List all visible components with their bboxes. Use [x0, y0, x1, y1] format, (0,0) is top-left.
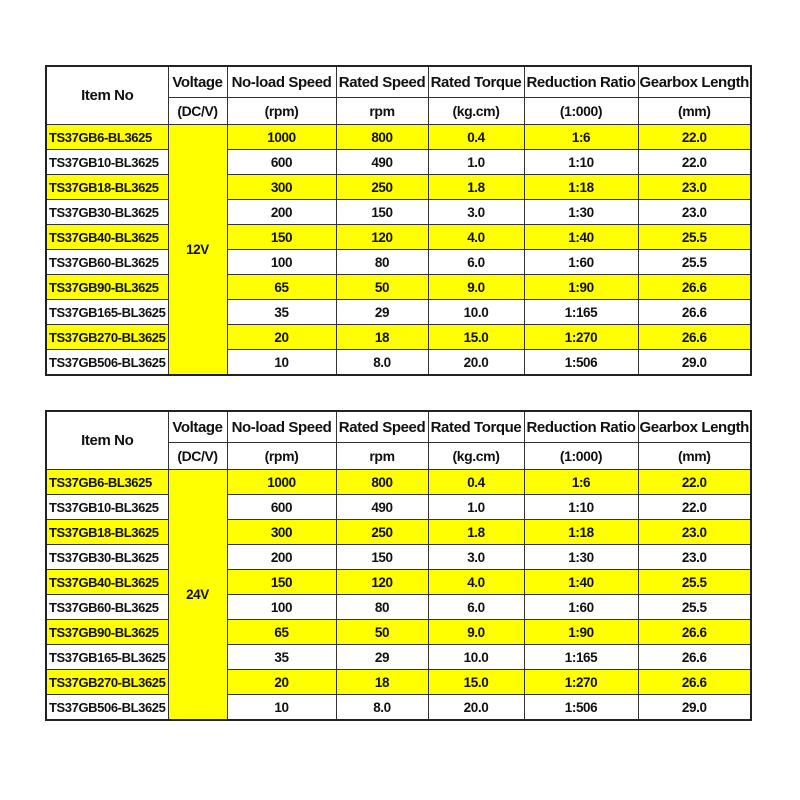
cell-rated-speed: 800	[336, 470, 428, 495]
header-no-load-speed: No-load Speed	[227, 66, 336, 98]
table-row	[46, 645, 751, 670]
cell-gearbox-length: 26.6	[638, 670, 751, 695]
cell-rated-speed: 80	[336, 595, 428, 620]
cell-gearbox-length: 23.0	[638, 175, 751, 200]
cell-rated-speed: 29	[336, 300, 428, 325]
cell-rated-speed: 18	[336, 670, 428, 695]
table-row	[46, 595, 751, 620]
cell-reduction-ratio: 1:6	[524, 470, 638, 495]
header-gearbox-length: Gearbox Length	[638, 66, 751, 98]
cell-rated-torque: 20.0	[428, 350, 524, 376]
cell-rated-torque: 1.0	[428, 495, 524, 520]
header-row	[46, 66, 751, 98]
cell-reduction-ratio: 1:18	[524, 520, 638, 545]
cell-rated-speed: 120	[336, 225, 428, 250]
cell-item-no: TS37GB30-BL3625	[46, 545, 168, 570]
unit-rated-torque: (kg.cm)	[428, 98, 524, 125]
table-row	[46, 670, 751, 695]
table-row	[46, 350, 751, 376]
cell-reduction-ratio: 1:10	[524, 150, 638, 175]
cell-gearbox-length: 26.6	[638, 620, 751, 645]
cell-reduction-ratio: 1:90	[524, 620, 638, 645]
cell-gearbox-length: 23.0	[638, 545, 751, 570]
cell-reduction-ratio: 1:30	[524, 200, 638, 225]
cell-item-no: TS37GB60-BL3625	[46, 595, 168, 620]
cell-rated-torque: 0.4	[428, 470, 524, 495]
cell-item-no: TS37GB60-BL3625	[46, 250, 168, 275]
cell-rated-torque: 1.8	[428, 175, 524, 200]
unit-gearbox-length: (mm)	[638, 443, 751, 470]
cell-reduction-ratio: 1:506	[524, 695, 638, 721]
cell-reduction-ratio: 1:40	[524, 570, 638, 595]
cell-item-no: TS37GB506-BL3625	[46, 350, 168, 376]
cell-gearbox-length: 25.5	[638, 225, 751, 250]
header-voltage: Voltage	[168, 411, 227, 443]
cell-gearbox-length: 22.0	[638, 495, 751, 520]
header-row	[46, 411, 751, 443]
header-reduction-ratio: Reduction Ratio	[524, 66, 638, 98]
table-row	[46, 520, 751, 545]
cell-item-no: TS37GB165-BL3625	[46, 645, 168, 670]
cell-gearbox-length: 25.5	[638, 250, 751, 275]
cell-rated-speed: 250	[336, 175, 428, 200]
cell-gearbox-length: 25.5	[638, 595, 751, 620]
header-item-no: Item No	[46, 411, 168, 470]
unit-no-load-speed: (rpm)	[227, 443, 336, 470]
cell-rated-torque: 3.0	[428, 200, 524, 225]
cell-item-no: TS37GB165-BL3625	[46, 300, 168, 325]
header-rated-speed: Rated Speed	[336, 411, 428, 443]
cell-rated-speed: 800	[336, 125, 428, 150]
cell-rated-torque: 10.0	[428, 300, 524, 325]
cell-gearbox-length: 22.0	[638, 125, 751, 150]
cell-reduction-ratio: 1:506	[524, 350, 638, 376]
cell-no-load-speed: 1000	[227, 125, 336, 150]
cell-voltage: 24V	[168, 470, 227, 721]
cell-item-no: TS37GB506-BL3625	[46, 695, 168, 721]
cell-item-no: TS37GB90-BL3625	[46, 275, 168, 300]
cell-item-no: TS37GB270-BL3625	[46, 670, 168, 695]
cell-rated-torque: 9.0	[428, 620, 524, 645]
cell-no-load-speed: 300	[227, 175, 336, 200]
header-item-no: Item No	[46, 66, 168, 125]
cell-reduction-ratio: 1:165	[524, 645, 638, 670]
unit-reduction-ratio: (1:000)	[524, 98, 638, 125]
table-row	[46, 570, 751, 595]
cell-rated-torque: 0.4	[428, 125, 524, 150]
cell-rated-speed: 490	[336, 495, 428, 520]
unit-rated-speed: rpm	[336, 98, 428, 125]
cell-no-load-speed: 10	[227, 350, 336, 376]
cell-item-no: TS37GB18-BL3625	[46, 520, 168, 545]
unit-voltage: (DC/V)	[168, 98, 227, 125]
cell-item-no: TS37GB10-BL3625	[46, 495, 168, 520]
header-reduction-ratio: Reduction Ratio	[524, 411, 638, 443]
cell-item-no: TS37GB90-BL3625	[46, 620, 168, 645]
cell-no-load-speed: 150	[227, 570, 336, 595]
table-row	[46, 620, 751, 645]
unit-gearbox-length: (mm)	[638, 98, 751, 125]
cell-rated-speed: 150	[336, 545, 428, 570]
cell-rated-torque: 15.0	[428, 670, 524, 695]
spec-table-12v	[45, 65, 752, 376]
cell-rated-speed: 29	[336, 645, 428, 670]
table-row	[46, 495, 751, 520]
cell-no-load-speed: 100	[227, 595, 336, 620]
cell-reduction-ratio: 1:40	[524, 225, 638, 250]
cell-rated-speed: 50	[336, 620, 428, 645]
cell-reduction-ratio: 1:270	[524, 325, 638, 350]
unit-reduction-ratio: (1:000)	[524, 443, 638, 470]
cell-no-load-speed: 100	[227, 250, 336, 275]
table-row	[46, 325, 751, 350]
table-row	[46, 695, 751, 721]
cell-no-load-speed: 20	[227, 670, 336, 695]
header-gearbox-length: Gearbox Length	[638, 411, 751, 443]
cell-gearbox-length: 23.0	[638, 200, 751, 225]
cell-rated-torque: 15.0	[428, 325, 524, 350]
cell-gearbox-length: 23.0	[638, 520, 751, 545]
unit-voltage: (DC/V)	[168, 443, 227, 470]
header-no-load-speed: No-load Speed	[227, 411, 336, 443]
cell-gearbox-length: 26.6	[638, 325, 751, 350]
cell-gearbox-length: 26.6	[638, 300, 751, 325]
header-rated-speed: Rated Speed	[336, 66, 428, 98]
table-row	[46, 300, 751, 325]
cell-rated-torque: 6.0	[428, 250, 524, 275]
cell-item-no: TS37GB6-BL3625	[46, 125, 168, 150]
spec-table-24v	[45, 410, 752, 721]
cell-no-load-speed: 600	[227, 495, 336, 520]
cell-gearbox-length: 29.0	[638, 695, 751, 721]
cell-gearbox-length: 22.0	[638, 150, 751, 175]
cell-rated-torque: 4.0	[428, 225, 524, 250]
table-row	[46, 545, 751, 570]
cell-rated-speed: 8.0	[336, 350, 428, 376]
cell-gearbox-length: 26.6	[638, 645, 751, 670]
header-voltage: Voltage	[168, 66, 227, 98]
cell-no-load-speed: 65	[227, 620, 336, 645]
cell-voltage: 12V	[168, 125, 227, 376]
cell-no-load-speed: 10	[227, 695, 336, 721]
cell-rated-speed: 120	[336, 570, 428, 595]
cell-reduction-ratio: 1:90	[524, 275, 638, 300]
table-row	[46, 200, 751, 225]
cell-reduction-ratio: 1:10	[524, 495, 638, 520]
table-row	[46, 470, 751, 495]
cell-rated-speed: 50	[336, 275, 428, 300]
cell-rated-speed: 490	[336, 150, 428, 175]
cell-reduction-ratio: 1:18	[524, 175, 638, 200]
cell-rated-speed: 8.0	[336, 695, 428, 721]
cell-rated-speed: 250	[336, 520, 428, 545]
cell-no-load-speed: 200	[227, 200, 336, 225]
cell-item-no: TS37GB40-BL3625	[46, 570, 168, 595]
cell-reduction-ratio: 1:30	[524, 545, 638, 570]
table-row	[46, 275, 751, 300]
cell-no-load-speed: 20	[227, 325, 336, 350]
table-row	[46, 175, 751, 200]
header-rated-torque: Rated Torque	[428, 411, 524, 443]
cell-rated-torque: 1.0	[428, 150, 524, 175]
cell-item-no: TS37GB40-BL3625	[46, 225, 168, 250]
cell-item-no: TS37GB18-BL3625	[46, 175, 168, 200]
cell-reduction-ratio: 1:6	[524, 125, 638, 150]
cell-rated-speed: 80	[336, 250, 428, 275]
cell-rated-torque: 10.0	[428, 645, 524, 670]
cell-item-no: TS37GB6-BL3625	[46, 470, 168, 495]
cell-no-load-speed: 200	[227, 545, 336, 570]
cell-gearbox-length: 22.0	[638, 470, 751, 495]
cell-reduction-ratio: 1:270	[524, 670, 638, 695]
cell-gearbox-length: 26.6	[638, 275, 751, 300]
cell-rated-torque: 1.8	[428, 520, 524, 545]
cell-no-load-speed: 35	[227, 300, 336, 325]
cell-rated-torque: 4.0	[428, 570, 524, 595]
cell-no-load-speed: 150	[227, 225, 336, 250]
cell-rated-torque: 3.0	[428, 545, 524, 570]
cell-no-load-speed: 65	[227, 275, 336, 300]
table-row	[46, 150, 751, 175]
cell-item-no: TS37GB270-BL3625	[46, 325, 168, 350]
cell-reduction-ratio: 1:60	[524, 250, 638, 275]
unit-rated-speed: rpm	[336, 443, 428, 470]
cell-gearbox-length: 25.5	[638, 570, 751, 595]
cell-no-load-speed: 600	[227, 150, 336, 175]
table-row	[46, 250, 751, 275]
cell-rated-torque: 9.0	[428, 275, 524, 300]
cell-rated-speed: 18	[336, 325, 428, 350]
cell-no-load-speed: 1000	[227, 470, 336, 495]
cell-gearbox-length: 29.0	[638, 350, 751, 376]
unit-rated-torque: (kg.cm)	[428, 443, 524, 470]
cell-item-no: TS37GB30-BL3625	[46, 200, 168, 225]
table-row	[46, 225, 751, 250]
cell-rated-torque: 20.0	[428, 695, 524, 721]
cell-reduction-ratio: 1:165	[524, 300, 638, 325]
unit-no-load-speed: (rpm)	[227, 98, 336, 125]
cell-rated-speed: 150	[336, 200, 428, 225]
table-row	[46, 125, 751, 150]
cell-no-load-speed: 35	[227, 645, 336, 670]
cell-rated-torque: 6.0	[428, 595, 524, 620]
cell-reduction-ratio: 1:60	[524, 595, 638, 620]
cell-no-load-speed: 300	[227, 520, 336, 545]
cell-item-no: TS37GB10-BL3625	[46, 150, 168, 175]
header-rated-torque: Rated Torque	[428, 66, 524, 98]
